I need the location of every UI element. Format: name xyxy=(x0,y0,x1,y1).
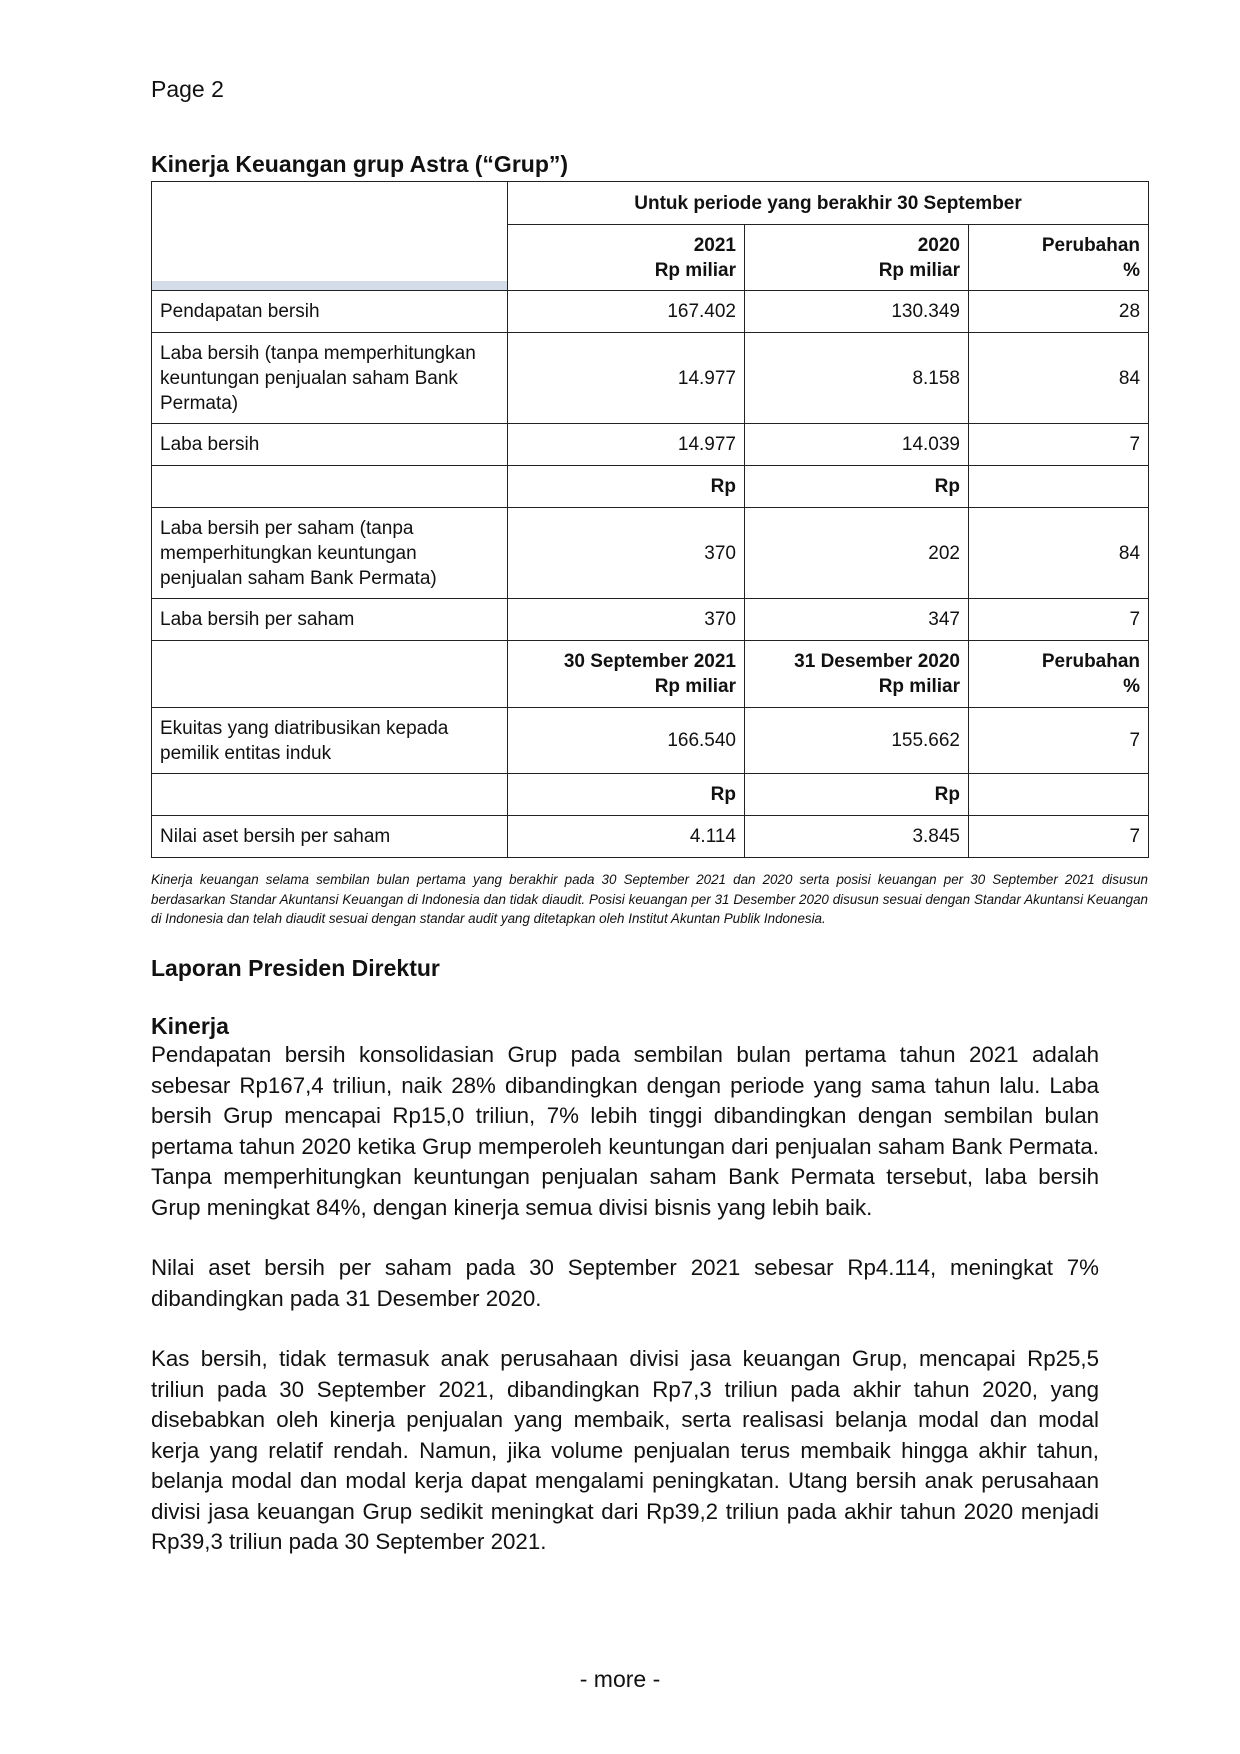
table-row xyxy=(152,424,1149,466)
value-2021: 4.114 xyxy=(508,816,745,858)
unit-row-blank xyxy=(969,466,1149,508)
page-number: Page 2 xyxy=(151,76,224,102)
row-label: Pendapatan bersih xyxy=(152,291,508,333)
col-header-2020: 2020 Rp miliar xyxy=(745,225,969,291)
value-2021: 167.402 xyxy=(508,291,745,333)
value-2021: 166.540 xyxy=(508,708,745,774)
table-footnote: Kinerja keuangan selama sembilan bulan pertama yang berakhir pada 30 September 2021 dan 2020 serta posisi keuangan per 30 September 2021 disusun berdasarkan Standar Akuntansi Keuangan di Indonesia dan tidak diaudit. Posisi keuangan per 31 Desember 2020 disusun sesuai dengan Standar Akuntansi Keuangan di Indonesia dan telah diaudit sesuai dengan standar audit yang ditetapkan oleh Institut Akuntan Publik Indonesia. xyxy=(151,872,1148,926)
unit-label: Rp xyxy=(745,774,969,816)
unit-label: Rp xyxy=(508,774,745,816)
value-change: 7 xyxy=(969,708,1149,774)
value-2020: 130.349 xyxy=(745,291,969,333)
value-2021: 370 xyxy=(508,508,745,599)
financial-performance-table xyxy=(151,181,1149,858)
table-column-header-row xyxy=(152,641,1149,708)
row-label: Laba bersih per saham (tanpa memperhitungkan keuntungan penjualan saham Bank Permata) xyxy=(152,508,508,599)
row-label: Laba bersih xyxy=(152,424,508,466)
unit-label: Rp xyxy=(508,466,745,508)
value-2021: 14.977 xyxy=(508,333,745,424)
value-2020: 8.158 xyxy=(745,333,969,424)
unit-row-blank xyxy=(969,774,1149,816)
period-header: Untuk periode yang berakhir 30 September xyxy=(508,182,1149,225)
unit-row-blank xyxy=(152,466,508,508)
unit-row-blank xyxy=(152,774,508,816)
body-paragraph: Nilai aset bersih per saham pada 30 September 2021 sebesar Rp4.114, meningkat 7% dibandingkan pada 31 Desember 2020. xyxy=(151,1255,1099,1311)
table-corner-cell xyxy=(152,182,508,291)
unit-row xyxy=(152,774,1149,816)
value-change: 7 xyxy=(969,424,1149,466)
row-label: Nilai aset bersih per saham xyxy=(152,816,508,858)
value-change: 7 xyxy=(969,599,1149,641)
table-row xyxy=(152,333,1149,424)
value-2020: 347 xyxy=(745,599,969,641)
unit-row xyxy=(152,466,1149,508)
value-2020: 202 xyxy=(745,508,969,599)
table-row xyxy=(152,816,1149,858)
table-row xyxy=(152,508,1149,599)
table-title: Kinerja Keuangan grup Astra (“Grup”) xyxy=(151,151,569,177)
row-label: Laba bersih (tanpa memperhitungkan keuntungan penjualan saham Bank Permata) xyxy=(152,333,508,424)
col-header-sep-2021: 30 September 2021 Rp miliar xyxy=(508,641,745,708)
body-paragraph: Pendapatan bersih konsolidasian Grup pada sembilan bulan pertama tahun 2021 adalah sebesar Rp167,4 triliun, naik 28% dibandingkan dengan periode yang sama tahun lalu. Laba bersih Grup mencapai Rp15,0 triliun, 7% lebih tinggi dibandingkan dengan sembilan bulan pertama tahun 2020 ketika Grup memperoleh keuntungan dari penjualan saham Bank Permata. Tanpa memperhitungkan keuntungan penjualan saham Bank Permata tersebut, laba bersih Grup meningkat 84%, dengan kinerja semua divisi bisnis yang lebih baik. xyxy=(151,1042,1099,1220)
sub-heading: Kinerja xyxy=(151,1013,229,1039)
value-change: 84 xyxy=(969,508,1149,599)
table-period-header-row xyxy=(152,182,1149,225)
value-2020: 155.662 xyxy=(745,708,969,774)
body-paragraph: Kas bersih, tidak termasuk anak perusahaan divisi jasa keuangan Grup, mencapai Rp25,5 triliun pada 30 September 2021, dibandingkan Rp7,3 triliun pada akhir tahun 2020, yang disebabkan oleh kinerja penjualan yang membaik, serta realisasi belanja modal dan modal kerja yang relatif rendah. Namun, jika volume penjualan terus membaik hingga akhir tahun, belanja modal dan modal kerja dapat mengalami peningkatan. Utang bersih anak perusahaan divisi jasa keuangan Grup sedikit meningkat dari Rp39,2 triliun pada akhir tahun 2020 menjadi Rp39,3 triliun pada 30 September 2021. xyxy=(151,1346,1099,1554)
table-row xyxy=(152,599,1149,641)
value-change: 7 xyxy=(969,816,1149,858)
value-change: 84 xyxy=(969,333,1149,424)
table-row xyxy=(152,291,1149,333)
value-2021: 14.977 xyxy=(508,424,745,466)
col-header-dec-2020: 31 Desember 2020 Rp miliar xyxy=(745,641,969,708)
value-2020: 3.845 xyxy=(745,816,969,858)
row-label: Ekuitas yang diatribusikan kepada pemilik entitas induk xyxy=(152,708,508,774)
col-header-change: Perubahan % xyxy=(969,641,1149,708)
col-header-2021: 2021 Rp miliar xyxy=(508,225,745,291)
value-change: 28 xyxy=(969,291,1149,333)
table-row xyxy=(152,708,1149,774)
footer-more: - more - xyxy=(579,1666,661,1692)
value-2020: 14.039 xyxy=(745,424,969,466)
col-header-change: Perubahan % xyxy=(969,225,1149,291)
unit-label: Rp xyxy=(745,466,969,508)
value-2021: 370 xyxy=(508,599,745,641)
row-label: Laba bersih per saham xyxy=(152,599,508,641)
header-blank xyxy=(152,641,508,708)
section-heading: Laporan Presiden Direktur xyxy=(151,955,440,981)
